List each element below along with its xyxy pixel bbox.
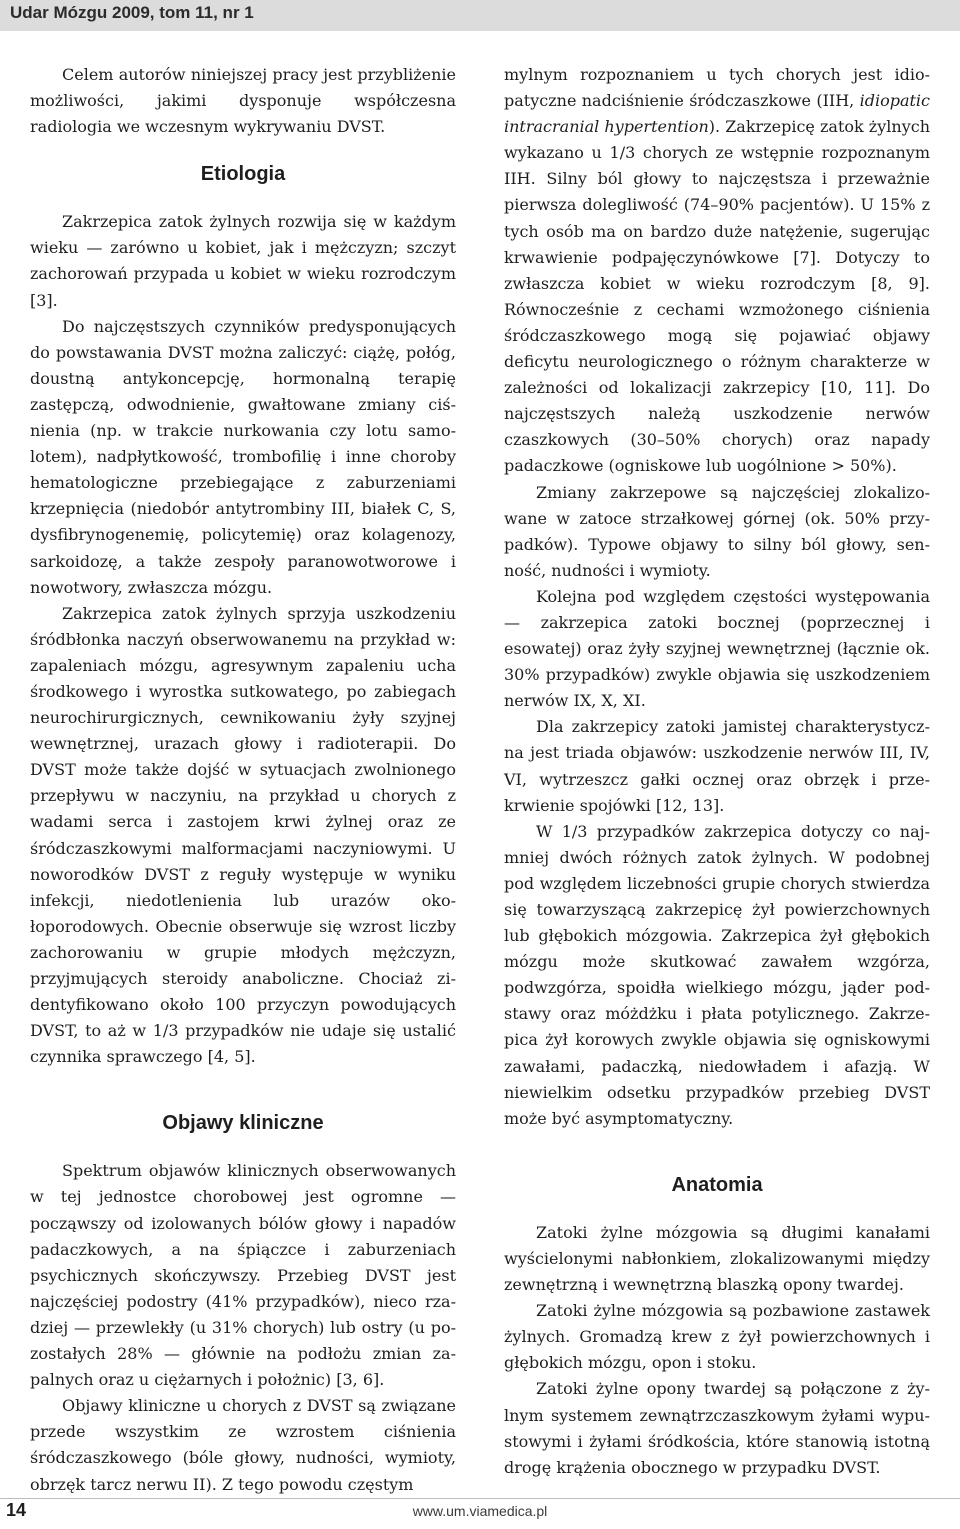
section-heading-etiologia: Etiologia bbox=[200, 163, 286, 186]
section-heading-objawy: Objawy kliniczne bbox=[162, 1112, 324, 1135]
italic-term: idiopatic intracranial hypertention bbox=[504, 91, 930, 137]
footer-url: www.um.viamedica.pl bbox=[412, 1503, 548, 1519]
paragraph-etiologia-3: Zakrzepica zatok żylnych sprzyja uszkodzeniu śródbłonka naczyń obserwowanemu na przykład w: zapaleniach mózgu, agresywnym zapaleniu ucha środkowego i wyrostka sutkowatego, po zabiegach neurochirurgicznych, cewnikowaniu żyły szyjnej wewnętrznej, urazach głowy i radioterapii. Do DVST może także dojść w sytuacjach zwolnionego przepływu w naczyniu, na przykład u chorych z wadami serca i zastojem krwi żylnej oraz ze śródczaszkowymi malformacjami naczyniowymi. U noworodków DVST z reguły występuje w wyniku infekcji, niedotlenienia lub urazów okołoporodowych. Obecnie obserwuje się wzrost liczby zachorowaniu w grupie młodych mężczyzn, przyjmujących steroidy anaboliczne. Chociaż zidentyfikowano około 100 przyczyn powodujących DVST, to aż w 1/3 przypadków nie udaje się ustalić czynnika sprawczego [4, 5]. bbox=[30, 603, 456, 1067]
section-heading-anatomia: Anatomia bbox=[671, 1173, 763, 1196]
page-number: 14 bbox=[6, 1500, 27, 1520]
paragraph-anatomia-3: Zatoki żylne opony twardej są połączone z żylnym systemem zewnątrzczaszkowym żyłami wypustowymi i żyłami śródkościa, które stanowią istotną drogę krążenia obocznego w przypadku DVST. bbox=[504, 1379, 930, 1477]
paragraph-continued-end: ). Zakrzepicę zatok żylnych wykazano u 1/3 chorych ze wstępnie rozpoznanym IIH. Silny ból głowy to najczęstsza i przeważnie pierwsza dolegliwość (74–90% pacjentów). U 15% z tych osób ma on bardzo duże natężenie, sugerując krwawienie podpajęczynówkowe [7]. Dotyczy to zwłaszcza kobiet w wieku rozrodczym [8, 9]. Równocześnie z cechami wzmożonego ciśnienia śródczaszkowego mogą się pojawiać objawy deficytu neurologicznego o różnym charakterze w zależności od lokalizacji zakrzepicy [10, 11]. Do najczęstszych należą uszkodzenie nerwów czaszkowych (30–50% chorych) oraz napady padaczkowe (ogniskowe lub uogólnione > 50%). bbox=[504, 117, 930, 476]
paragraph-objawy-5: Dla zakrzepicy zatoki jamistej charakterystyczna jest triada objawów: uszkodzenie nerwów III, IV, VI, wytrzeszcz gałki ocznej oraz obrzęk i przekrwienie spojówki [12, 13]. bbox=[504, 717, 930, 815]
paragraph-etiologia-1: Zakrzepica zatok żylnych rozwija się w każdym wieku — zarówno u kobiet, jak i mężczyzn; szczyt zachorowań przypada u kobiet w wieku rozrodczym [3]. bbox=[30, 212, 456, 310]
paragraph-objawy-4: Kolejna pod względem częstości występowania — zakrzepica zatoki bocznej (poprzecznej i esowatej) oraz żyły szyjnej wewnętrznej (łącznie ok. 30% przypadków) zwykle objawia się uszkodzeniem nerwów IX, X, XI. bbox=[504, 586, 930, 711]
paragraph-objawy-2: Objawy kliniczne u chorych z DVST są związane przede wszystkim ze wzrostem ciśnienia śródczaszkowego (bóle głowy, nudności, wymioty, obrzęk tarcz nerwu II). Z tego powodu częstym bbox=[30, 1396, 456, 1494]
header-bar bbox=[0, 0, 960, 31]
paragraph-etiologia-2: Do najczęstszych czynników predysponujących do powstawania DVST można zaliczyć: ciążę, połóg, doustną antykoncepcję, hormonalną terapię zastępczą, odwodnienie, gwałtowane zmiany ciśnienia (np. w trakcie nurkowania czy lotu samolotem), nadpłytkowość, trombofilię i inne choroby hematologiczne przebiegające z zaburzeniami krzepnięcia (niedobór antytrombiny III, białek C, S, dysfibrynogenemię, policytemię) oraz kolagenozy, sarkoidozę, a także zespoły paranowotworowe i nowotwory, zwłaszcza mózgu. bbox=[30, 316, 456, 597]
paragraph-anatomia-2: Zatoki żylne mózgowia są pozbawione zastawek żylnych. Gromadzą krew z żył powierzchownych i głębokich mózgu, opon i stoku. bbox=[504, 1301, 930, 1373]
journal-title: Udar Mózgu 2009, tom 11, nr 1 bbox=[10, 3, 254, 22]
paragraph-objawy-1: Spektrum objawów klinicznych obserwowanych w tej jednostce chorobowej jest ogromne — począwszy od izolowanych bólów głowy i napadów padaczkowych, a na śpiączce i zaburzeniach psychicznych skończywszy. Przebieg DVST jest najczęściej podostry (41% przypadków), nieco rzadziej — przewlekły (u 31% chorych) lub ostry (u pozostałych 28% — głównie na podłożu zmian zapalnych oraz u ciężarnych i położnic) [3, 6]. bbox=[30, 1161, 456, 1390]
paragraph-anatomia-1: Zatoki żylne mózgowia są długimi kanałami wyścielonymi nabłonkiem, zlokalizowanymi między zewnętrzną i wewnętrzną blaszką opony twardej. bbox=[504, 1222, 930, 1295]
left-column bbox=[30, 62, 456, 1498]
paragraph-continued bbox=[504, 62, 930, 480]
paragraph-objawy-6: W 1/3 przypadków zakrzepica dotyczy co najmniej dwóch różnych zatok żylnych. W podobnej pod względem liczebności grupie chorych stwierdza się towarzyszącą zakrzepicę żył powierzchownych lub głębokich mózgowia. Zakrzepica żył głębokich mózgu może skutkować zawałem wzgórza, podwzgórza, spoidła wielkiego mózgu, jąder podstawy oraz móżdżku i płata potylicznego. Zakrzepica żył korowych zwykle objawia się ogniskowymi zawałami, padaczką, niedowładem i afazją. W niewielkim odsetku przypadków przebieg DVST może być asymptomatyczny. bbox=[504, 821, 930, 1128]
paragraph-continued-start: mylnym rozpoznaniem u tych chorych jest idiopatyczne nadciśnienie śródczaszkowe (IIH, bbox=[504, 65, 930, 111]
paragraph-objawy-3: Zmiany zakrzepowe są najczęściej zlokalizowane w zatoce strzałkowej górnej (ok. 50% przypadków). Typowe objawy to silny ból głowy, senność, nudności i wymioty. bbox=[504, 482, 930, 580]
right-column bbox=[504, 62, 930, 1481]
paragraph-intro: Celem autorów niniejszej pracy jest przybliżenie możliwości, jakimi dysponuje współczesna radiologia we wczesnym wykrywaniu DVST. bbox=[30, 65, 456, 137]
footer-divider bbox=[0, 1498, 960, 1499]
